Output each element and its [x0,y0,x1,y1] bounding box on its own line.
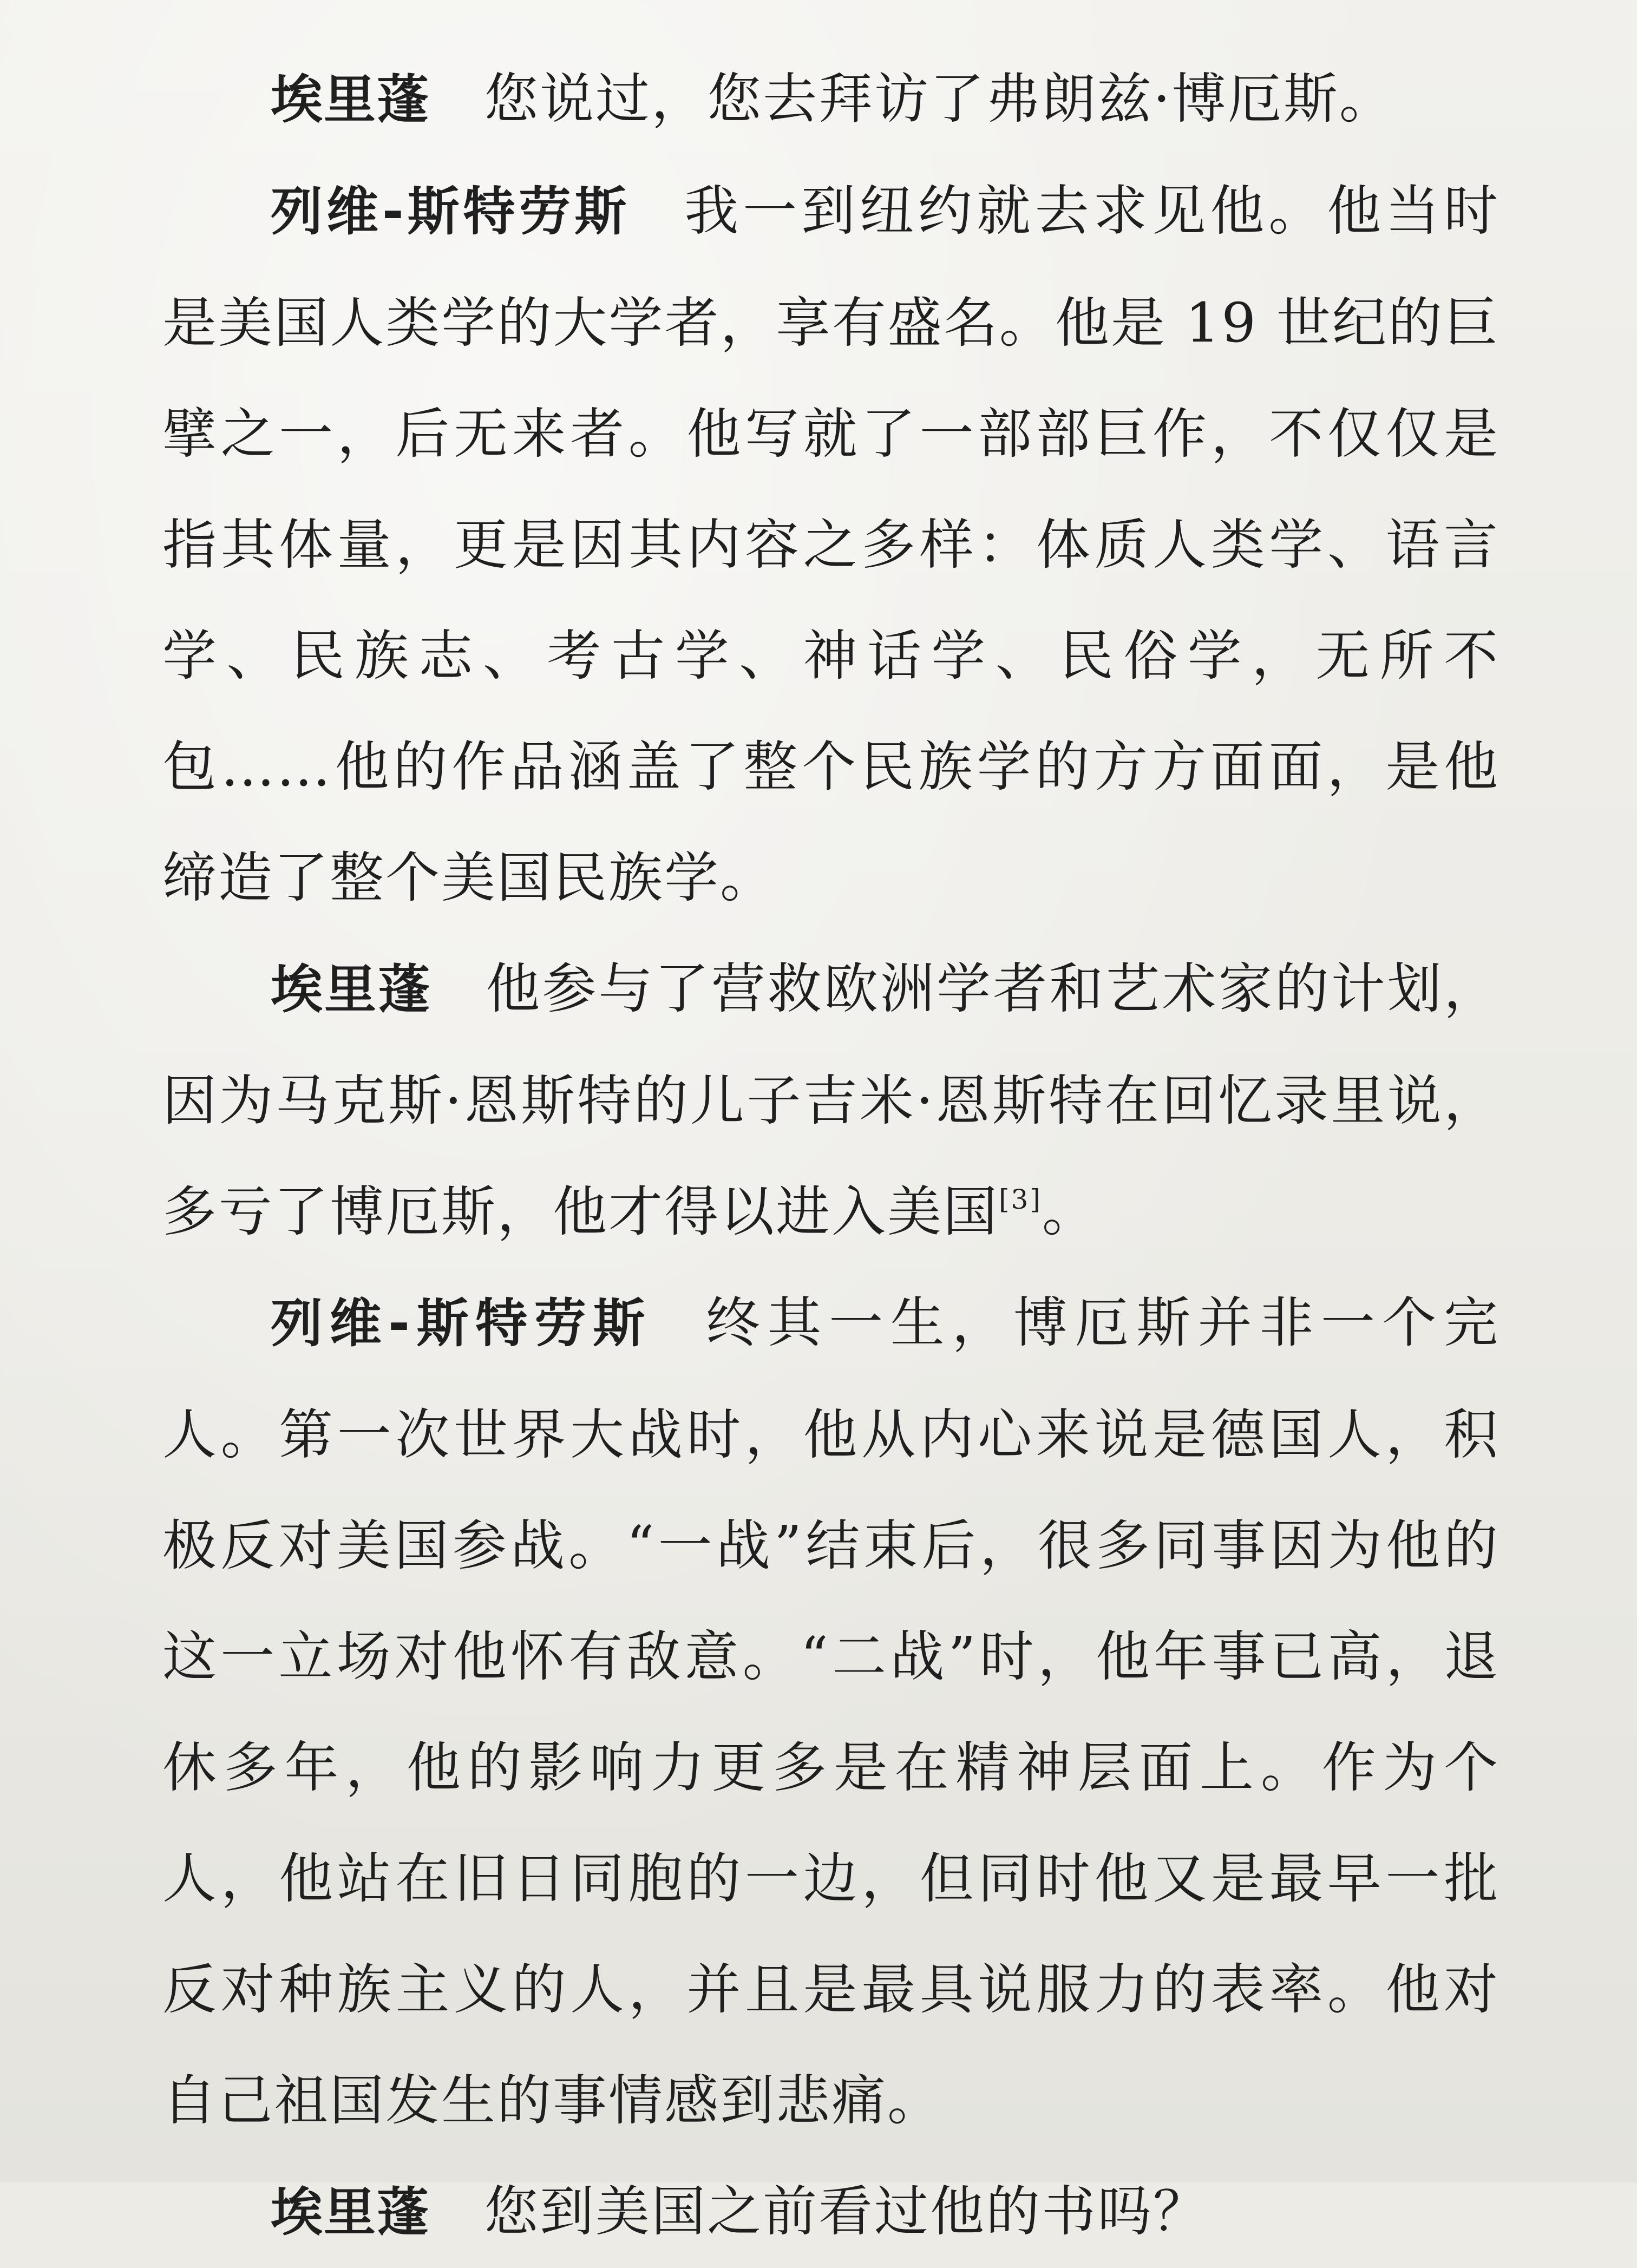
speaker-name: 列维-斯特劳斯 [271,1293,652,1354]
speaker-name: 埃里蓬 [271,2182,430,2243]
dialogue-paragraph [162,155,1500,933]
dialogue-paragraph [162,2156,1500,2268]
paragraph-text: 终其一生，博厄斯并非一个完人。第一次世界大战时，他从内心来说是德国人，积极反对美国参战。“一战”结束后，很多同事因为他的这一立场对他怀有敌意。“二战”时，他年事已高，退休多年，他的影响力更多是在精神层面上。作为个人，他站在旧日同胞的一边，但同时他又是最早一批反对种族主义的人，并且是最具说服力的表率。他对自己祖国发生的事情感到悲痛。 [162,1291,1500,2132]
paragraph-text: 您说过，您去拜访了弗朗兹·博厄斯。 [484,67,1395,130]
dialogue-paragraph [162,1267,1500,2156]
paragraph-text: 您到美国之前看过他的书吗？ [484,2180,1209,2243]
speaker-name: 埃里蓬 [271,69,430,130]
speaker-name: 列维-斯特劳斯 [271,181,631,242]
paragraph-text: 他参与了营救欧洲学者和艺术家的计划，因为马克斯·恩斯特的儿子吉米·恩斯特在回忆录里说，多亏了博厄斯，他才得以进入美国 [162,957,1500,1243]
dialogue-paragraph [162,933,1500,1267]
paragraph-text-end: 。 [1042,1180,1098,1243]
page-text [162,43,1500,2268]
paragraph-text: 我一到纽约就去求见他。他当时是美国人类学的大学者，享有盛名。他是 19 世纪的巨擘之一，后无来者。他写就了一部部巨作，不仅仅是指其体量，更是因其内容之多样：体质人类学、语言学、民族志、考古学、神话学、民俗学，无所不包……他的作品涵盖了整个民族学的方方面面，是他缔造了整个美国民族学。 [162,179,1500,909]
speaker-name: 埃里蓬 [271,959,432,1020]
dialogue-paragraph [162,43,1500,155]
footnote-marker: [3] [999,1184,1042,1215]
